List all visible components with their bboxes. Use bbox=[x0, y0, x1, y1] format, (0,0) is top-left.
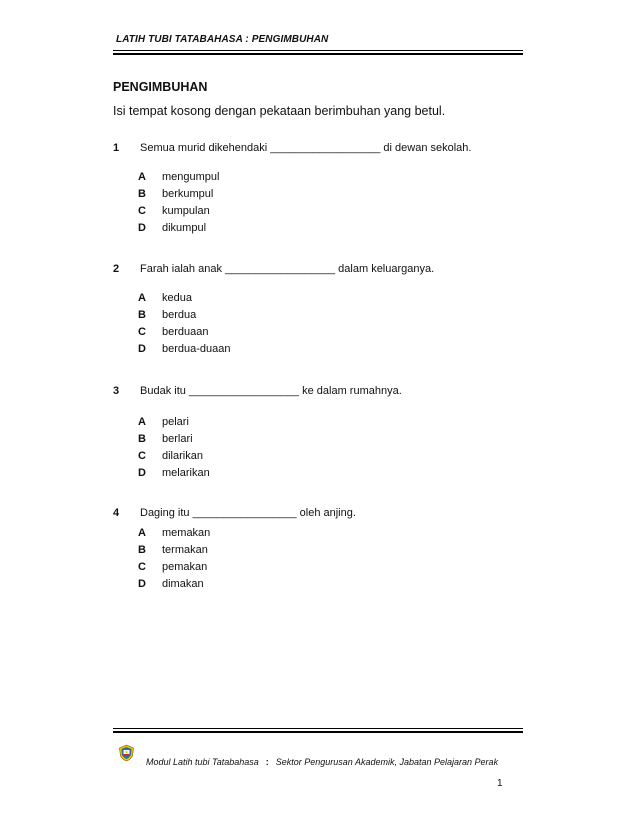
instruction-text: Isi tempat kosong dengan pekataan berimbuhan yang betul. bbox=[113, 104, 446, 118]
option-text: kedua bbox=[162, 292, 192, 304]
option-text: dimakan bbox=[162, 578, 204, 590]
footer-separator: : bbox=[265, 757, 269, 767]
page-number: 1 bbox=[497, 778, 503, 789]
option-letter: A bbox=[138, 416, 146, 428]
section-title: PENGIMBUHAN bbox=[113, 80, 208, 94]
header-rule-thick bbox=[113, 53, 523, 55]
option-letter: A bbox=[138, 171, 146, 183]
option-letter: A bbox=[138, 527, 146, 539]
crest-logo-icon bbox=[118, 744, 135, 762]
header-rule bbox=[113, 50, 523, 51]
option-letter: C bbox=[138, 450, 146, 462]
option-letter: D bbox=[138, 467, 146, 479]
option-letter: D bbox=[138, 343, 146, 355]
footer-rule-thick bbox=[113, 731, 523, 733]
question-number: 4 bbox=[113, 507, 120, 519]
footer-module: Modul Latih tubi Tatabahasa bbox=[146, 757, 259, 767]
footer-organization: Sektor Pengurusan Akademik, Jabatan Pelajaran Perak bbox=[275, 757, 499, 767]
question-stem: Daging itu _________________ oleh anjing. bbox=[140, 507, 356, 519]
option-letter: D bbox=[138, 222, 146, 234]
option-text: berlari bbox=[162, 433, 193, 445]
option-text: mengumpul bbox=[162, 171, 220, 183]
option-text: kumpulan bbox=[162, 205, 210, 217]
question-number: 1 bbox=[113, 142, 120, 154]
option-letter: B bbox=[138, 544, 146, 556]
option-text: berkumpul bbox=[162, 188, 214, 200]
option-letter: D bbox=[138, 578, 146, 590]
option-text: berdua-duaan bbox=[162, 343, 231, 355]
option-text: pelari bbox=[162, 416, 189, 428]
question-stem: Farah ialah anak __________________ dalam keluarganya. bbox=[140, 263, 435, 275]
option-text: melarikan bbox=[162, 467, 210, 479]
footer-rule bbox=[113, 728, 523, 729]
option-letter: C bbox=[138, 326, 146, 338]
option-text: pemakan bbox=[162, 561, 208, 573]
option-text: termakan bbox=[162, 544, 208, 556]
option-text: dikumpul bbox=[162, 222, 207, 234]
option-text: dilarikan bbox=[162, 450, 203, 462]
question-number: 3 bbox=[113, 385, 120, 397]
page-header: LATIH TUBI TATABAHASA : PENGIMBUHAN bbox=[116, 34, 329, 45]
option-text: berdua bbox=[162, 309, 197, 321]
option-letter: B bbox=[138, 188, 146, 200]
option-text: memakan bbox=[162, 527, 211, 539]
option-text: berduaan bbox=[162, 326, 209, 338]
option-letter: A bbox=[138, 292, 146, 304]
footer-text bbox=[146, 757, 498, 767]
option-letter: C bbox=[138, 205, 146, 217]
option-letter: B bbox=[138, 309, 146, 321]
option-letter: B bbox=[138, 433, 146, 445]
question-stem: Semua murid dikehendaki __________________ di dewan sekolah. bbox=[140, 142, 472, 154]
question-number: 2 bbox=[113, 263, 120, 275]
option-letter: C bbox=[138, 561, 146, 573]
question-stem: Budak itu __________________ ke dalam rumahnya. bbox=[140, 385, 402, 397]
